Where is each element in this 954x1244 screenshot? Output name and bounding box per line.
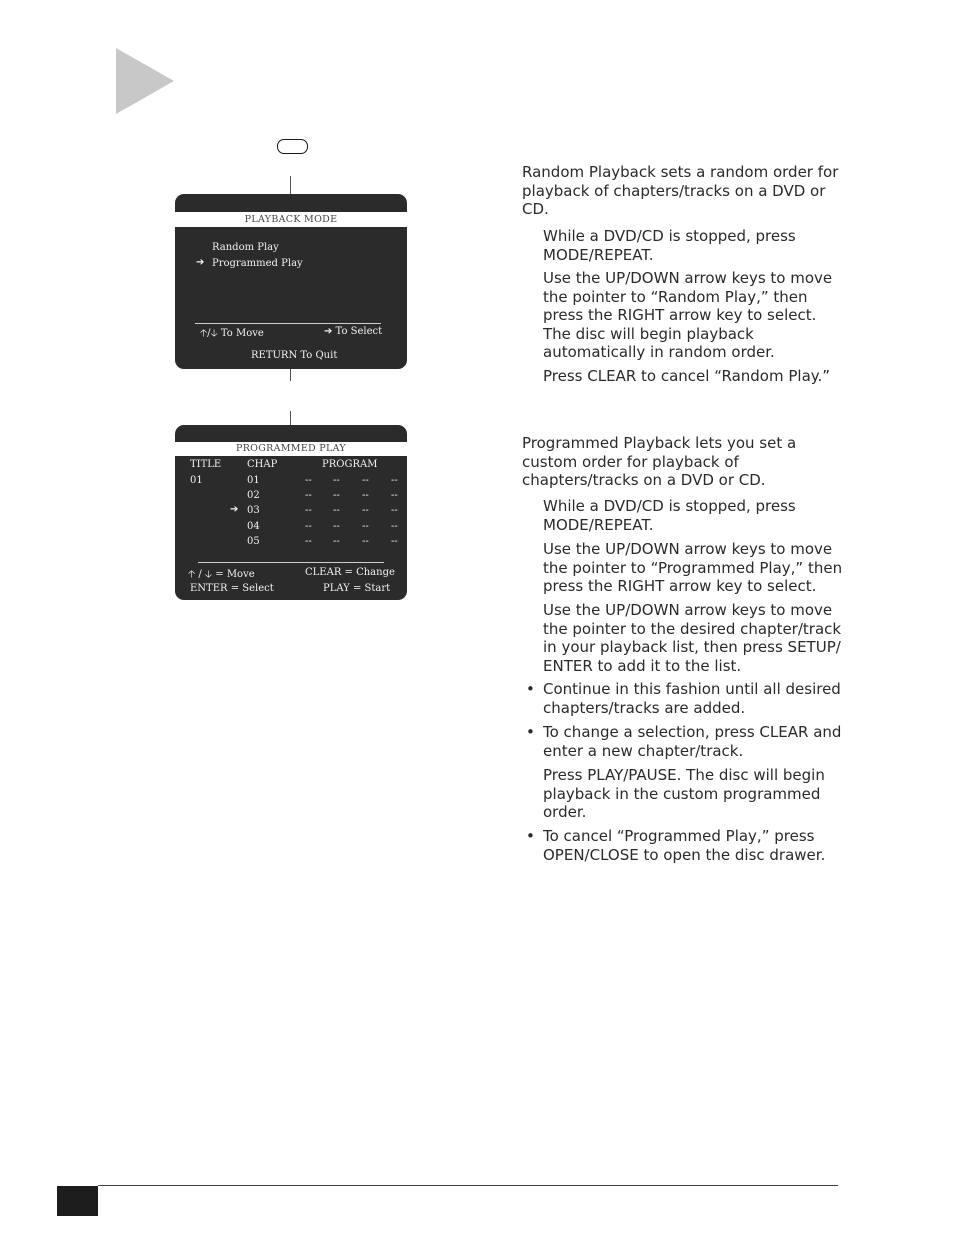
program-slot: -- — [333, 536, 340, 547]
program-slot: -- — [333, 490, 340, 501]
programmed-step-4: Press PLAY/PAUSE. The disc will begin playback in the custom programmed order. — [543, 766, 825, 821]
title-value: 01 — [190, 475, 203, 486]
program-slot: -- — [391, 536, 398, 547]
chapter-number: 01 — [247, 475, 260, 486]
footer-rule — [98, 1185, 838, 1186]
callout-line — [290, 369, 291, 381]
program-slot: -- — [333, 475, 340, 486]
programmed-bullet-3: To cancel “Programmed Play,” press OPEN/CLOSE to open the disc drawer. — [543, 827, 826, 864]
programmed-step-1: While a DVD/CD is stopped, press MODE/REPEAT. — [543, 497, 796, 534]
section-triangle-icon — [116, 48, 174, 114]
programmed-bullet-1: Continue in this fashion until all desired chapters/tracks are added. — [543, 680, 841, 717]
program-slot: -- — [391, 521, 398, 532]
hint-play: PLAY = Start — [323, 583, 391, 594]
screen-title: PROGRAMMED PLAY — [175, 442, 407, 456]
program-slot: -- — [305, 505, 312, 516]
program-slot: -- — [362, 475, 369, 486]
bullet-icon: • — [526, 723, 535, 741]
program-slot: -- — [305, 490, 312, 501]
hint-select: ➔ To Select — [324, 326, 383, 337]
remote-button-icon — [277, 139, 308, 154]
programmed-step-3: Use the UP/DOWN arrow keys to move the pointer to the desired chapter/track in your playback list, then press SETUP/ ENTER to add it to the list. — [543, 601, 842, 675]
bullet-icon: • — [526, 827, 535, 845]
menu-item-programmed-play: Programmed Play — [212, 258, 303, 269]
screen-title: PLAYBACK MODE — [175, 212, 407, 227]
program-slot: -- — [391, 490, 398, 501]
program-slot: -- — [391, 505, 398, 516]
playback-mode-screen — [175, 194, 407, 369]
random-intro: Random Playback sets a random order for playback of chapters/tracks on a DVD or CD. — [522, 163, 839, 218]
programmed-bullet-2: To change a selection, press CLEAR and enter a new chapter/track. — [543, 723, 842, 760]
hint-quit: RETURN To Quit — [251, 350, 338, 361]
random-step-3: Press CLEAR to cancel “Random Play.” — [543, 367, 831, 385]
program-slot: -- — [333, 505, 340, 516]
program-slot: -- — [362, 490, 369, 501]
programmed-intro: Programmed Playback lets you set a custom order for playback of chapters/tracks on a DVD or CD. — [522, 434, 797, 489]
program-slot: -- — [333, 521, 340, 532]
hint-move: 🡡 / 🡣 = Move — [188, 569, 255, 580]
screen-divider — [198, 562, 384, 563]
programmed-play-screen — [175, 425, 407, 600]
hint-move: 🡡/🡣 To Move — [200, 328, 264, 339]
menu-pointer-icon: ➔ — [196, 257, 205, 268]
program-slot: -- — [305, 475, 312, 486]
chapter-pointer-icon: ➔ — [230, 504, 239, 515]
program-slot: -- — [362, 536, 369, 547]
col-program-header: PROGRAM — [322, 459, 378, 470]
chapter-number: 03 — [247, 505, 260, 516]
menu-item-random-play: Random Play — [212, 242, 279, 253]
chapter-number: 02 — [247, 490, 260, 501]
random-step-1: While a DVD/CD is stopped, press MODE/REPEAT. — [543, 227, 796, 264]
program-slot: -- — [391, 475, 398, 486]
hint-enter: ENTER = Select — [190, 583, 274, 594]
random-step-2: Use the UP/DOWN arrow keys to move the pointer to “Random Play,” then press the RIGHT arrow key to select. The disc will begin playback automatically in random order. — [543, 269, 833, 361]
callout-line — [290, 411, 291, 426]
program-slot: -- — [362, 521, 369, 532]
bullet-icon: • — [526, 680, 535, 698]
program-slot: -- — [362, 505, 369, 516]
programmed-step-2: Use the UP/DOWN arrow keys to move the pointer to “Programmed Play,” then press the RIGHT arrow key to select. — [543, 540, 843, 595]
page-number-box — [57, 1186, 98, 1216]
callout-line — [290, 176, 291, 194]
chapter-number: 04 — [247, 521, 260, 532]
col-chap-header: CHAP — [247, 459, 278, 470]
screen-divider — [195, 323, 381, 324]
col-title-header: TITLE — [190, 459, 222, 470]
hint-clear: CLEAR = Change — [305, 567, 395, 578]
program-slot: -- — [305, 536, 312, 547]
chapter-number: 05 — [247, 536, 260, 547]
program-slot: -- — [305, 521, 312, 532]
